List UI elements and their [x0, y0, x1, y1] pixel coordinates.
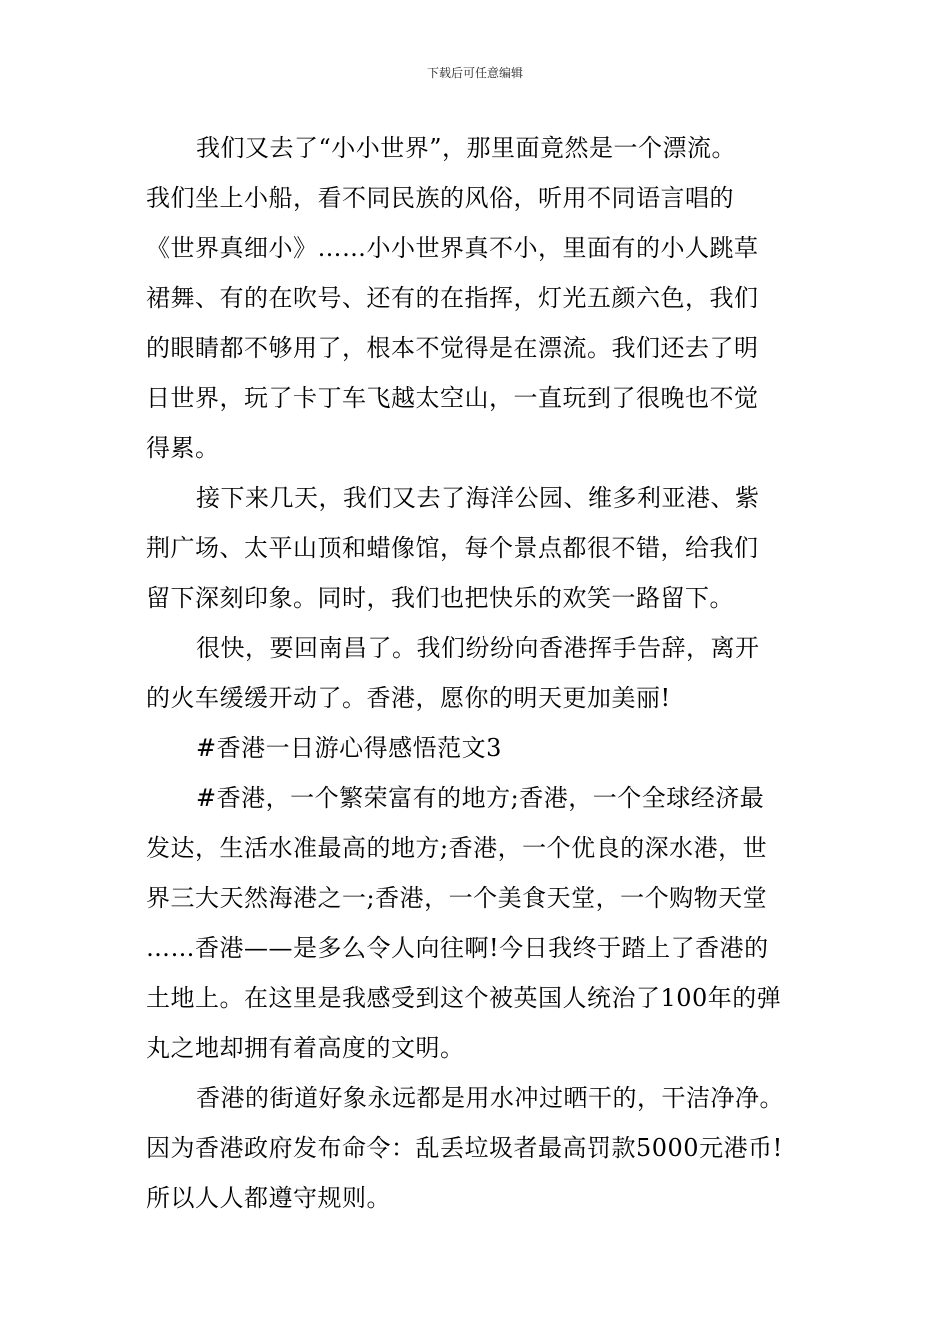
text-line: ……香港——是多么令人向往啊!今日我终于踏上了香港的: [146, 934, 769, 962]
text-line: 发达，生活水准最高的地方;香港，一个优良的深水港，世: [146, 834, 768, 862]
text-line: 的眼睛都不够用了，根本不觉得是在漂流。我们还去了明: [146, 334, 759, 362]
text-line: 日世界，玩了卡丁车飞越太空山，一直玩到了很晚也不觉: [146, 384, 759, 412]
document-body: [146, 123, 814, 1223]
text-line: 界三大天然海港之一;香港，一个美食天堂，一个购物天堂: [146, 884, 768, 912]
text-line: 很快，要回南昌了。我们纷纷向香港挥手告辞，离开: [196, 634, 760, 662]
text-line: 我们又去了“小小世界”，那里面竟然是一个漂流。: [196, 134, 737, 162]
text-line: 丸之地却拥有着高度的文明。: [146, 1034, 465, 1062]
section-heading: #香港一日游心得感悟范文3: [196, 734, 502, 762]
page-header: 下载后可任意编辑: [426, 66, 523, 80]
text-line: 所以人人都遵守规则。: [146, 1184, 391, 1212]
text-line: 因为香港政府发布命令：乱丢垃圾者最高罚款5000元港币!: [146, 1134, 783, 1162]
text-line: 留下深刻印象。同时，我们也把快乐的欢笑一路留下。: [146, 584, 734, 612]
text-line: #香港，一个繁荣富有的地方;香港，一个全球经济最: [196, 784, 765, 812]
text-line: 接下来几天，我们又去了海洋公园、维多利亚港、紫: [196, 484, 760, 512]
text-line: 得累。: [146, 434, 220, 462]
text-line: 香港的街道好象永远都是用水冲过晒干的，干洁净净。: [196, 1084, 784, 1112]
text-line: 《世界真细小》……小小世界真不小，里面有的小人跳草: [146, 234, 759, 262]
text-line: 的火车缓缓开动了。香港，愿你的明天更加美丽!: [146, 684, 671, 712]
text-line: 我们坐上小船，看不同民族的风俗，听用不同语言唱的: [146, 184, 734, 212]
text-line: 土地上。在这里是我感受到这个被英国人统治了100年的弹: [146, 984, 782, 1012]
text-line: 荆广场、太平山顶和蜡像馆，每个景点都很不错，给我们: [146, 534, 759, 562]
text-line: 裙舞、有的在吹号、还有的在指挥，灯光五颜六色，我们: [146, 284, 759, 312]
